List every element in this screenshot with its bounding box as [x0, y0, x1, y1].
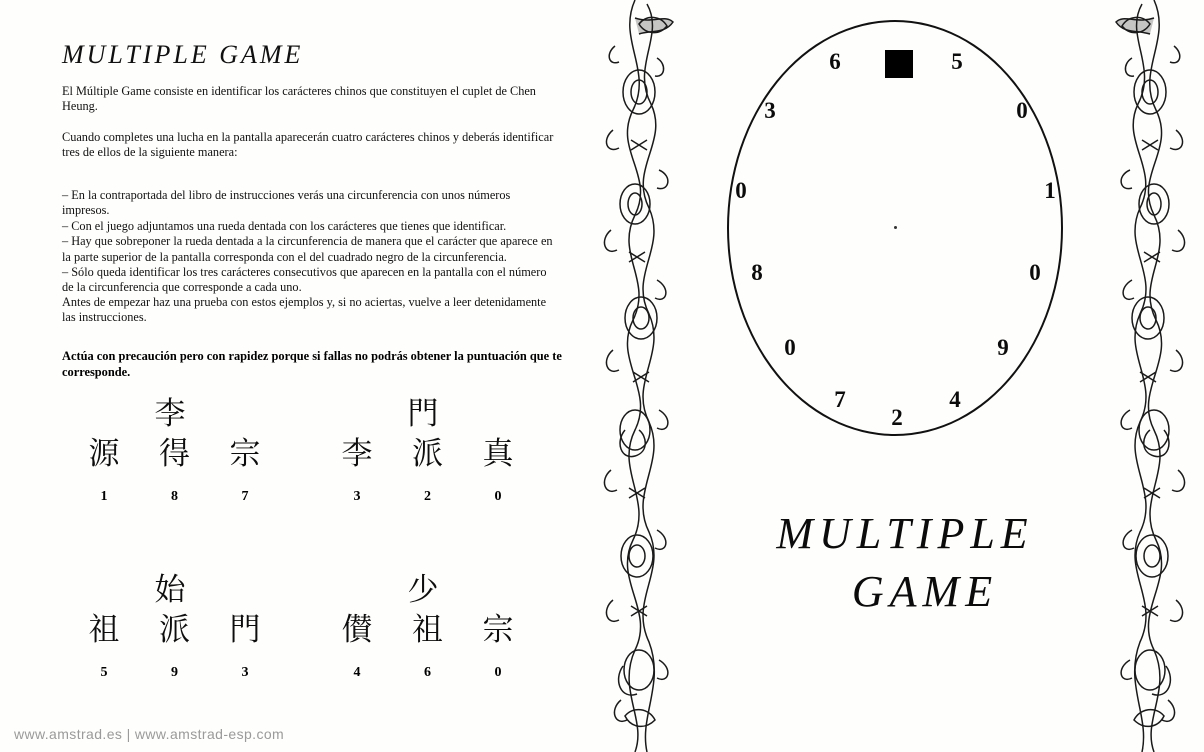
example-glyph: 真: [482, 436, 514, 472]
example-block-2: [325, 393, 530, 543]
example-glyph: 得: [159, 436, 190, 472]
examples-row-bottom: [60, 569, 560, 719]
example-glyph-row: [72, 613, 277, 661]
dial-number: 9: [997, 335, 1009, 360]
dial-number: 2: [891, 405, 903, 430]
list-item: – Con el juego adjuntamos una rueda dentada con los carácteres que tienes que identificar.: [62, 218, 507, 233]
page-title: MULTIPLE GAME: [62, 40, 304, 69]
example-number: 0: [494, 489, 502, 504]
example-top-glyph: 門: [407, 396, 439, 432]
dragon-border-right-icon: [1108, 0, 1194, 752]
cover-logo: [725, 505, 1085, 621]
example-top-glyph: 始: [154, 572, 186, 608]
example-number: 5: [100, 665, 108, 680]
examples-grid: [60, 393, 560, 713]
example-glyph-row: [72, 437, 277, 485]
example-number-row: [72, 489, 277, 505]
example-number: 6: [424, 665, 431, 680]
number-dial: [715, 8, 1075, 448]
example-number: 3: [353, 489, 361, 504]
example-glyph: 宗: [482, 612, 514, 648]
example-block-4: [325, 569, 530, 719]
examples-row-top: [60, 393, 560, 543]
example-number-row: [325, 489, 530, 505]
dial-number: 0: [1029, 260, 1041, 285]
list-item: – Sólo queda identificar los tres carácteres consecutivos que aparecen en la pantalla con el número de la circunferencia que corresponde a cada uno.: [62, 265, 547, 295]
dial-center-dot: [894, 226, 897, 229]
example-glyph: 派: [159, 612, 190, 648]
paragraph-intro: El Múltiple Game consiste en identificar los carácteres chinos que constituyen el cuplet de Chen Heung.: [62, 84, 536, 114]
dial-number: 3: [764, 98, 776, 123]
example-number-row: [72, 665, 277, 681]
list-item: – En la contraportada del libro de instrucciones verás una circunferencia con unos números impresos.: [62, 188, 511, 218]
dial-number: 8: [751, 260, 763, 285]
black-square-marker-icon: [885, 50, 913, 78]
example-number: 7: [241, 489, 249, 504]
example-top-glyph: 少: [407, 572, 439, 608]
example-glyph: 宗: [229, 436, 261, 472]
example-glyph: 儧: [341, 612, 373, 648]
example-top-glyph-slot: [72, 393, 277, 439]
example-glyph: 祖: [412, 612, 443, 648]
example-top-glyph-slot: [72, 569, 277, 615]
example-glyph: 李: [341, 436, 373, 472]
example-glyph: 源: [88, 436, 120, 472]
paragraph-second: Cuando completes una lucha en la pantalla aparecerán cuatro carácteres chinos y deberás identificar tres de ellos de la siguiente manera:: [62, 130, 554, 160]
example-number: 2: [424, 489, 431, 504]
dial-number: 1: [1044, 178, 1056, 203]
example-top-glyph: 李: [154, 396, 186, 432]
dragon-border-left-icon: [595, 0, 681, 752]
example-number: 0: [494, 665, 502, 680]
footer-watermark: www.amstrad.es | www.amstrad-esp.com: [14, 726, 285, 742]
dial-number: 6: [829, 49, 841, 74]
example-number: 9: [171, 665, 178, 680]
dial-number: 5: [951, 49, 963, 74]
example-glyph-row: [325, 613, 530, 661]
dial-number: 0: [1016, 98, 1028, 123]
example-number: 1: [100, 489, 108, 504]
example-top-glyph-slot: [325, 569, 530, 615]
instruction-bullet-list: [62, 188, 557, 296]
example-glyph: 派: [412, 436, 443, 472]
example-glyph: 祖: [88, 612, 120, 648]
dial-number: 4: [949, 387, 961, 412]
example-number: 8: [171, 489, 178, 504]
example-top-glyph-slot: [325, 393, 530, 439]
dial-number: 0: [735, 178, 747, 203]
example-number: 3: [241, 665, 249, 680]
dial-number: 7: [834, 387, 846, 412]
example-block-1: [72, 393, 277, 543]
example-number: 4: [353, 665, 361, 680]
example-block-3: [72, 569, 277, 719]
list-item: – Hay que sobreponer la rueda dentada a la circunferencia de manera que el carácter que aparece en la parte superior de la pantalla corresponda con el del cuadrado negro de la circunferencia.: [62, 234, 553, 264]
logo-line-2: GAME: [851, 567, 999, 616]
cover-panel: [585, 0, 1204, 752]
paragraph-warning: Actúa con precaución pero con rapidez porque si fallas no podrás obtener la puntuación que te corresponde.: [62, 349, 562, 379]
dial-number: 0: [784, 335, 796, 360]
logo-line-1: MULTIPLE: [776, 509, 1034, 558]
example-glyph: 門: [229, 612, 261, 648]
example-glyph-row: [325, 437, 530, 485]
example-number-row: [325, 665, 530, 681]
instructions-panel: [0, 0, 585, 752]
paragraph-before-start: Antes de empezar haz una prueba con estos ejemplos y, si no aciertas, vuelve a leer detenidamente las instrucciones.: [62, 295, 547, 325]
